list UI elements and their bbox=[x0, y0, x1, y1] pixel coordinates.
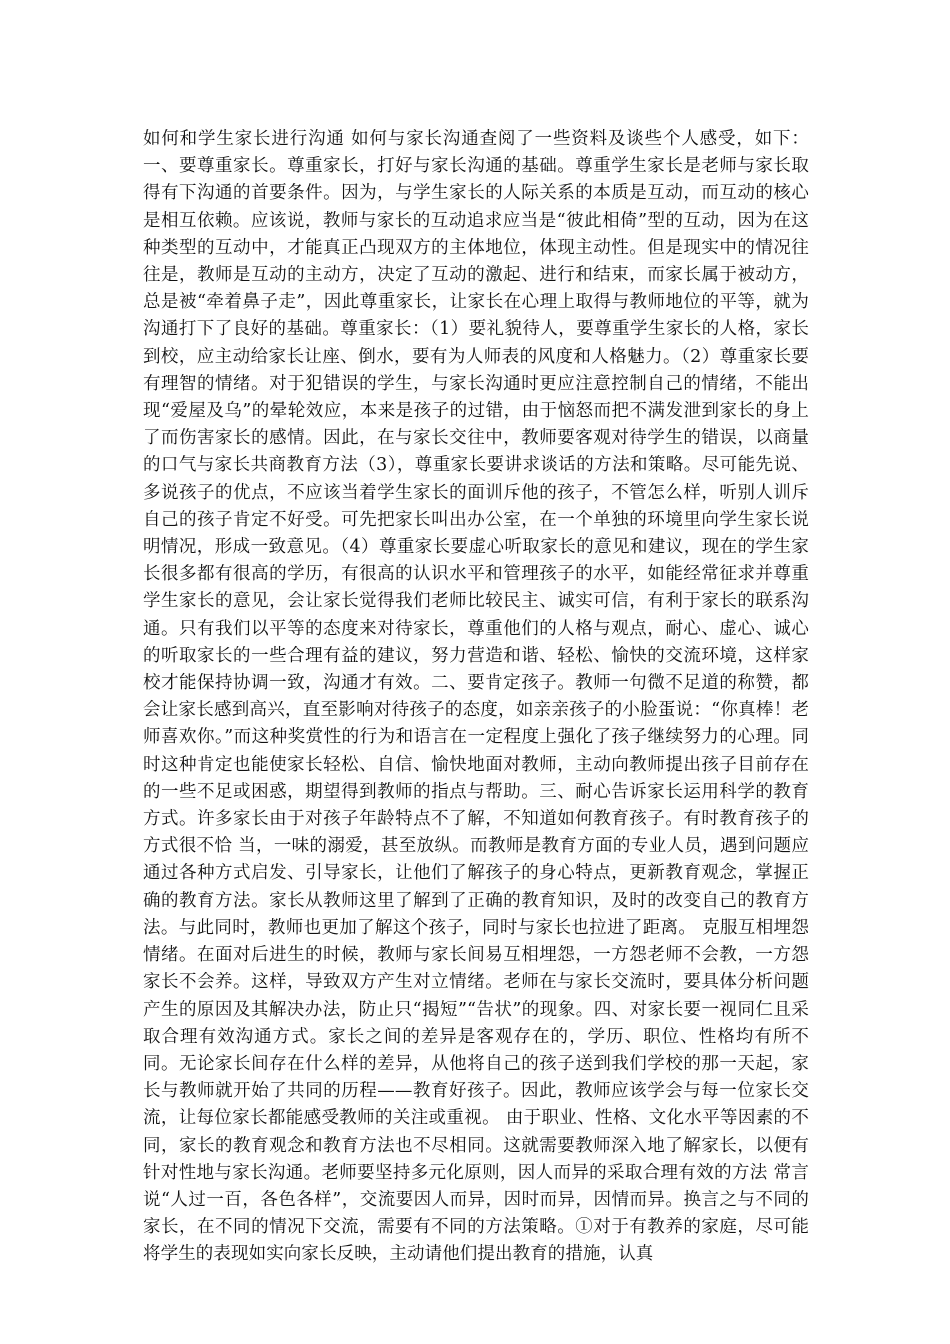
body-text: 如何和学生家长进行沟通 如何与家长沟通查阅了一些资料及谈些个人感受，如下：一、要尊重家长。尊重家长，打好与家长沟通的基础。尊重学生家长是老师与家长取得有下沟通的首要条件。因为，与学生家长的人际关系的本质是互动，而互动的核心是相互依赖。应该说，教师与家长的互动追求应当是“彼此相倚”型的互动，因为在这种类型的互动中，才能真正凸现双方的主体地位，体现主动性。但是现实中的情况往往是，教师是互动的主动方，决定了互动的激起、进行和结束，而家长属于被动方，总是被“牵着鼻子走”，因此尊重家长，让家长在心理上取得与教师地位的平等，就为沟通打下了良好的基础。尊重家长：（1）要礼貌待人，要尊重学生家长的人格，家长到校，应主动给家长让座、倒水，要有为人师表的风度和人格魅力。（2）尊重家长要有理智的情绪。对于犯错误的学生，与家长沟通时更应注意控制自己的情绪，不能出现“爱屋及乌”的晕轮效应，本来是孩子的过错，由于恼怒而把不满发泄到家长的身上了而伤害家长的感情。因此，在与家长交往中，教师要客观对待学生的错误，以商量的口气与家长共商教育方法（3），尊重家长要讲求谈话的方法和策略。尽可能先说、多说孩子的优点，不应该当着学生家长的面训斥他的孩子，不管怎么样，听别人训斥自己的孩子肯定不好受。可先把家长叫出办公室，在一个单独的环境里向学生家长说明情况，形成一致意见。（4）尊重家长要虚心听取家长的意见和建议，现在的学生家长很多都有很高的学历，有很高的认识水平和管理孩子的水平，如能经常征求并尊重学生家长的意见，会让家长觉得我们老师比较民主、诚实可信，有利于家长的联系沟通。只有我们以平等的态度来对待家长，尊重他们的人格与观点，耐心、虚心、诚心的听取家长的一些合理有益的建议，努力营造和谐、轻松、愉快的交流环境，这样家校才能保持协调一致，沟通才有效。二、要肯定孩子。教师一句微不足道的称赞，都会让家长感到高兴，直至影响对待孩子的态度，如亲亲孩子的小脸蛋说：“你真棒！老师喜欢你。”而这种奖赏性的行为和语言在一定程度上强化了孩子继续努力的心理。同时这种肯定也能使家长轻松、自信、愉快地面对教师，主动向教师提出孩子目前存在的一些不足或困惑，期望得到教师的指点与帮助。三、耐心告诉家长运用科学的教育方式。许多家长由于对孩子年龄特点不了解，不知道如何教育孩子。有时教育孩子的方式很不恰 当，一味的溺爱，甚至放纵。而教师是教育方面的专业人员，遇到问题应通过各种方式启发、引导家长，让他们了解孩子的身心特点，更新教育观念，掌握正确的教育方法。家长从教师这里了解到了正确的教育知识，及时的改变自己的教育方法。与此同时，教师也更加了解这个孩子，同时与家长也拉进了距离。 克服互相埋怨情绪。在面对后进生的时候，教师与家长间易互相埋怨，一方怨老师不会教，一方怨家长不会养。这样，导致双方产生对立情绪。老师在与家长交流时，要具体分析问题产生的原因及其解决办法，防止只“揭短”“告状”的现象。四、对家长要一视同仁且采取合理有效沟通方式。家长之间的差异是客观存在的，学历、职位、性格均有所不同。无论家长间存在什么样的差异，从他将自己的孩子送到我们学校的那一天起，家长与教师就开始了共同的历程——教育好孩子。因此，教师应该学会与每一位家长交流，让每位家长都能感受教师的关注或重视。 由于职业、性格、文化水平等因素的不同，家长的教育观念和教育方法也不尽相同。这就需要教师深入地了解家长，以便有针对性地与家长沟通。老师要坚持多元化原则，因人而异的采取合理有效的方法 常言说“人过一百，各色各样”，交流要因人而异，因时而异，因情而异。换言之与不同的家长，在不同的情况下交流，需要有不同的方法策略。①对于有教养的家庭，尽可能将学生的表现如实向家长反映，主动请他们提出教育的措施，认真 bbox=[143, 129, 809, 1265]
